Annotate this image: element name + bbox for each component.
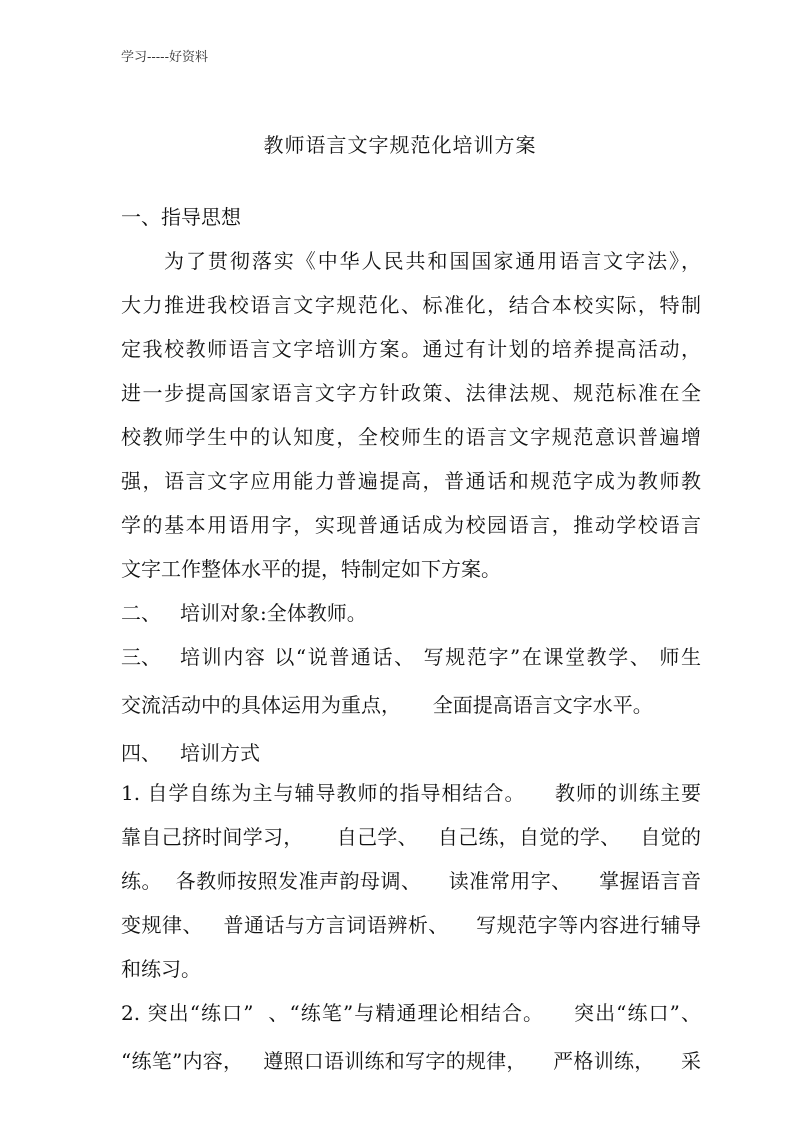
section-4-number: 四、 xyxy=(121,741,161,765)
section-4-item-1-line: 1. 自学自练为主与辅导教师的指导相结合。 教师的训练主要 xyxy=(121,781,701,805)
section-1-line: 进一步提高国家语言文字方针政策、法律法规、规范标准在全 xyxy=(121,381,701,405)
section-3-number: 三、 xyxy=(121,645,161,669)
page-header: 学习-----好资料 xyxy=(121,50,208,65)
section-1-line: 学的基本用语用字，实现普通话成为校园语言，推动学校语言 xyxy=(121,513,701,537)
section-2-text: 培训对象:全体教师。 xyxy=(180,601,367,625)
section-4-item-2-line: “练笔”内容， 遵照口语训练和写字的规律， 严格训练， 采 xyxy=(121,1049,701,1073)
section-1-line: 大力推进我校语言文字规范化、标准化，结合本校实际，特制 xyxy=(121,293,701,317)
section-1-line: 文字工作整体水平的提，特制定如下方案。 xyxy=(121,557,501,581)
section-2-number: 二、 xyxy=(121,601,161,625)
section-4-heading: 培训方式 xyxy=(180,741,260,765)
section-1-line: 强，语言文字应用能力普遍提高，普通话和规范字成为教师教 xyxy=(121,469,701,493)
section-4-item-1-line: 练。 各教师按照发准声韵母调、 读准常用字、 掌握语言音 xyxy=(121,869,701,893)
section-4-item-1-line: 和练习。 xyxy=(121,957,201,981)
document-title: 教师语言文字规范化培训方案 xyxy=(263,133,537,157)
section-3-line: 培训内容 以“说普通话、 写规范字”在课堂教学、 师生 xyxy=(180,645,701,669)
section-4-item-1-line: 靠自己挤时间学习， 自己学、 自己练，自觉的学、 自觉的 xyxy=(121,825,701,849)
section-1-heading: 一、指导思想 xyxy=(121,205,241,229)
section-3-line: 交流活动中的具体运用为重点， 全面提高语言文字水平。 xyxy=(121,693,653,717)
section-1-line: 定我校教师语言文字培训方案。通过有计划的培养提高活动， xyxy=(121,337,701,361)
section-1-line: 为了贯彻落实《中华人民共和国国家通用语言文字法》， xyxy=(164,249,701,273)
section-4-item-2-line: 2. 突出“练口” 、“练笔”与精通理论相结合。 突出“练口”、 xyxy=(121,1001,701,1025)
section-1-line: 校教师学生中的认知度，全校师生的语言文字规范意识普遍增 xyxy=(121,425,701,449)
section-4-item-1-line: 变规律、 普通话与方言词语辨析、 写规范字等内容进行辅导 xyxy=(121,913,701,937)
